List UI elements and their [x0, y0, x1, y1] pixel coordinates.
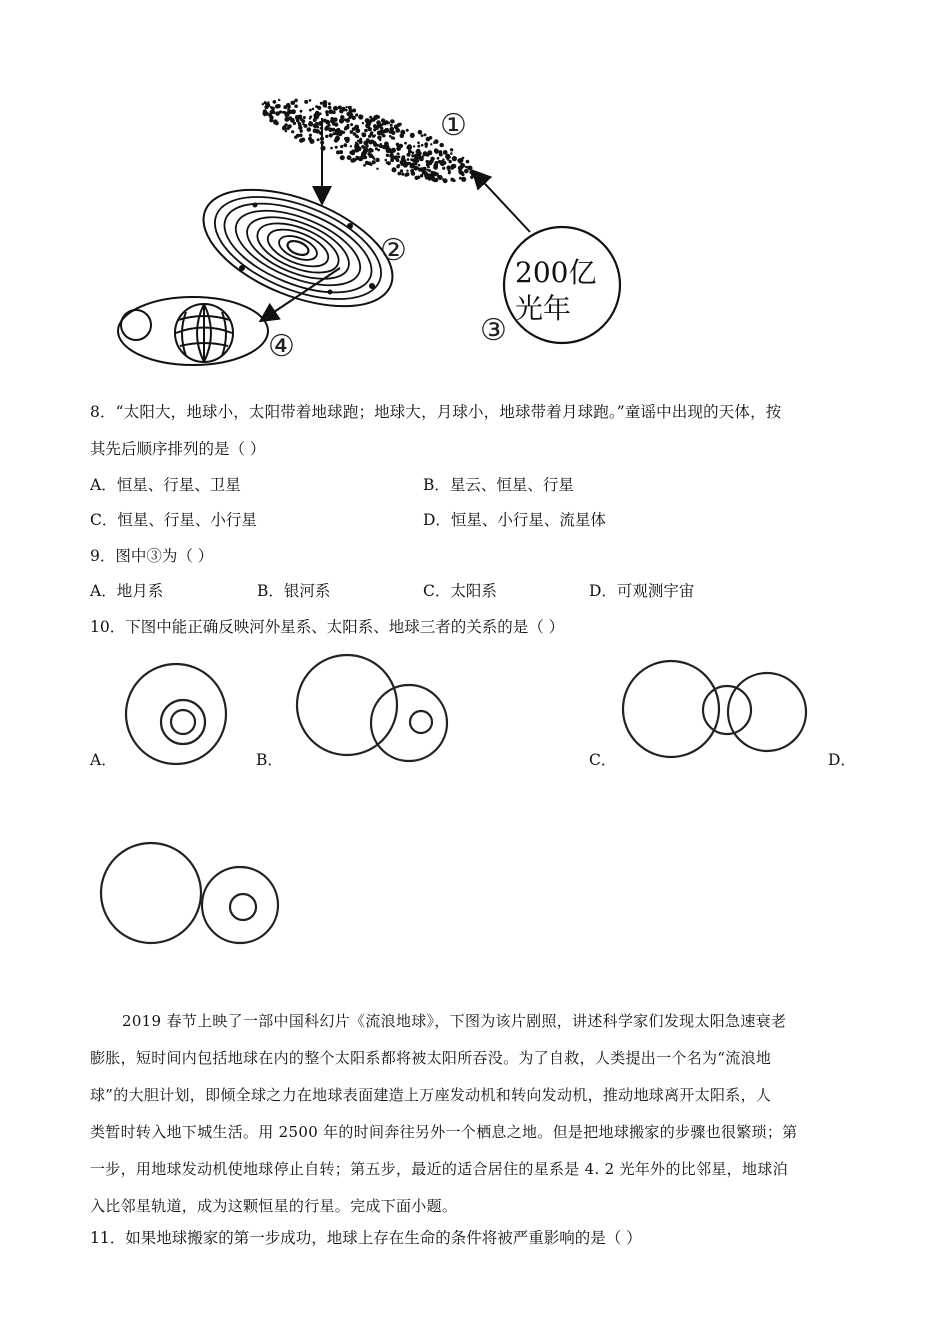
galaxy-dot	[348, 106, 352, 110]
galaxy-dot	[351, 151, 355, 155]
galaxy-dot	[368, 135, 371, 138]
galaxy-dot	[461, 173, 464, 176]
galaxy-dot	[384, 122, 387, 125]
galaxy-dot	[417, 141, 420, 144]
galaxy-dot	[338, 106, 342, 110]
galaxy-dot	[299, 134, 303, 138]
galaxy-dot	[309, 117, 311, 119]
galaxy-dot	[372, 118, 376, 122]
galaxy-dot	[335, 136, 340, 141]
galaxy-dot	[313, 128, 318, 133]
galaxy-dot	[426, 137, 431, 142]
galaxy-dot	[309, 109, 312, 112]
galaxy-dot	[451, 167, 454, 170]
galaxy-dot	[449, 160, 452, 163]
galaxy-dot	[462, 157, 465, 160]
galaxy-dot	[390, 155, 395, 160]
galaxy-dot	[428, 161, 432, 165]
galaxy-dot	[325, 110, 328, 113]
galaxy-dot	[450, 152, 453, 155]
galaxy-dot	[372, 135, 375, 138]
label-4: ④	[268, 329, 295, 364]
galaxy-dot	[364, 129, 368, 133]
galaxy-dot	[302, 123, 304, 125]
galaxy-dot	[320, 102, 323, 105]
galaxy-dot	[384, 128, 389, 133]
distance-label-line1: 200亿	[515, 256, 597, 289]
universe-to-galaxy-arrow	[474, 172, 530, 232]
galaxy-dot	[330, 119, 334, 123]
galaxy-dot	[410, 133, 415, 138]
galaxy-dot	[267, 101, 269, 103]
galaxy-dot	[433, 141, 436, 144]
galaxy-dot	[440, 143, 444, 147]
galaxy-dot	[387, 122, 390, 125]
galaxy-dot	[416, 154, 420, 158]
passage-line-5: 一步，用地球发动机使地球停止自转；第五步，最近的适合居住的星系是 4. 2 光年外的比邻星，地球泊	[90, 1160, 788, 1178]
galaxy-dot	[382, 134, 385, 137]
galaxy-dot	[307, 127, 312, 132]
galaxy-dot	[386, 154, 389, 157]
galaxy-dot	[375, 147, 378, 150]
galaxy-dot	[340, 145, 343, 148]
galaxy-dot	[287, 108, 290, 111]
galaxy-dot	[406, 129, 409, 132]
galaxy-dot	[352, 116, 356, 120]
galaxy-dot	[347, 155, 352, 160]
galaxy-dot	[399, 144, 403, 148]
galaxy-dot	[380, 143, 382, 145]
galaxy-dot	[390, 124, 393, 127]
galaxy-dot	[375, 158, 379, 162]
galaxy-dot	[421, 134, 424, 137]
galaxy-dot	[346, 112, 350, 116]
galaxy-dot	[309, 121, 312, 124]
galaxy-dot	[369, 116, 372, 119]
q9-option-d: D．可观测宇宙	[589, 582, 695, 600]
galaxy-dot	[365, 118, 370, 123]
q8-option-b: B．星云、恒星、行星	[423, 476, 574, 494]
galaxy-dot	[448, 170, 451, 173]
galaxy-dot	[404, 142, 407, 145]
q10-option-a: A．	[90, 751, 117, 769]
galaxy-dot	[361, 145, 365, 149]
galaxy-dot	[407, 158, 410, 161]
q9-option-c: C．太阳系	[423, 582, 497, 600]
galaxy-dot	[452, 156, 457, 161]
galaxy-dot	[350, 123, 353, 126]
galaxy-dot	[377, 136, 381, 140]
galaxy-dot	[433, 165, 438, 170]
galaxy-dot	[272, 111, 275, 114]
galaxy-dot	[416, 149, 421, 154]
galaxy-dot	[304, 100, 308, 104]
diagram-c	[623, 661, 806, 757]
galaxy-dot	[377, 144, 380, 147]
galaxy-dot	[418, 164, 421, 167]
galaxy-dot	[315, 112, 320, 117]
q8-option-d: D．恒星、小行星、流星体	[423, 511, 606, 529]
galaxy-dot	[269, 118, 273, 122]
q10-option-c: C．	[589, 751, 617, 769]
q10-option-b: B．	[256, 751, 283, 769]
galaxy-dot	[434, 149, 439, 154]
galaxy-dot	[407, 153, 411, 157]
galaxy-dot	[375, 115, 379, 119]
galaxy-dot	[309, 134, 312, 137]
galaxy-dot	[309, 139, 314, 144]
galaxy-dot	[294, 99, 298, 103]
label-1: ①	[440, 108, 467, 143]
galaxy-dot	[365, 161, 369, 165]
galaxy-dot	[355, 128, 360, 133]
galaxy-dot	[279, 110, 282, 113]
q10-option-d: D．	[828, 751, 856, 769]
galaxy-dot	[427, 150, 432, 155]
galaxy-dot	[366, 139, 369, 142]
q9-option-a: A．地月系	[90, 582, 164, 600]
galaxy-dot	[285, 114, 288, 117]
galaxy-dot	[348, 116, 351, 119]
passage-line-2: 膨胀，短时间内包括地球在内的整个太阳系都将被太阳所吞没。为了自救，人类提出一个名为“流浪地	[90, 1049, 772, 1067]
galaxy-dot	[380, 127, 383, 130]
galaxy-dot	[273, 100, 277, 104]
galaxy-dot	[273, 120, 275, 122]
galaxy-dot	[333, 132, 336, 135]
galaxy-dot	[413, 145, 415, 147]
galaxy-dot	[359, 138, 362, 141]
galaxy-dot	[313, 118, 317, 122]
galaxy-dot	[446, 165, 451, 170]
galaxy-dot	[270, 106, 273, 109]
galaxy-dot	[303, 116, 306, 119]
galaxy-dot	[325, 135, 328, 138]
galaxy-dot	[344, 137, 348, 141]
galaxy-dot	[375, 127, 378, 130]
galaxy-dot	[294, 136, 297, 139]
galaxy-dot	[412, 158, 416, 162]
galaxy-dot	[328, 106, 332, 110]
galaxy-dot	[335, 146, 338, 149]
galaxy-dot	[300, 110, 303, 113]
solar-system-orbits	[187, 166, 408, 330]
galaxy-dot	[459, 177, 462, 180]
galaxy-dot	[262, 103, 264, 105]
q8-option-c: C．恒星、行星、小行星	[90, 511, 257, 529]
galaxy-dot	[418, 130, 423, 135]
galaxy-dot	[291, 101, 294, 104]
galaxy-dot	[368, 148, 373, 153]
galaxy-dot	[386, 161, 389, 164]
galaxy-dot	[370, 131, 373, 134]
galaxy-dot	[437, 157, 440, 160]
galaxy-dot	[264, 101, 267, 104]
galaxy-dot	[263, 110, 266, 113]
galaxy-dot	[385, 159, 388, 162]
galaxy-dot	[397, 152, 400, 155]
galaxy-dot	[347, 125, 350, 128]
galaxy-dot	[278, 99, 280, 101]
galaxy-dot	[412, 151, 415, 154]
galaxy-dot	[329, 133, 333, 137]
galaxy-dot	[391, 120, 394, 123]
galaxy-dot	[300, 129, 303, 132]
galaxy-dot	[461, 177, 466, 182]
galaxy-dot	[470, 176, 473, 179]
galaxy-dot	[420, 174, 423, 177]
galaxy-dot	[382, 145, 386, 149]
galaxy-dot	[296, 119, 299, 122]
galaxy-dot	[435, 172, 438, 175]
label-2: ②	[380, 233, 407, 268]
distance-label-line2: 光年	[515, 292, 572, 325]
galaxy-dot	[466, 160, 470, 164]
q8-option-a: A．恒星、行星、卫星	[90, 476, 241, 494]
cosmic-hierarchy-figure	[0, 0, 950, 380]
q11-stem: 11．如果地球搬家的第一步成功，地球上存在生命的条件将被严重影响的是（ ）	[90, 1229, 642, 1247]
galaxy-dot	[361, 132, 365, 136]
diagram-b	[297, 655, 447, 761]
galaxy-dot	[395, 128, 400, 133]
galaxy-dot	[417, 145, 420, 148]
diagram-d	[101, 843, 278, 943]
passage-line-3: 球”的大胆计划，即倾全球之力在地球表面建造上万座发动机和转向发动机，推动地球离开太阳系，人	[90, 1086, 772, 1104]
q9-stem: 9．图中③为（ ）	[90, 547, 214, 565]
galaxy-dot	[442, 167, 445, 170]
q9-option-b: B．银河系	[257, 582, 331, 600]
galaxy-dot	[406, 170, 408, 172]
galaxy-dot	[435, 161, 438, 164]
galaxy-dot	[457, 158, 462, 163]
galaxy-dot	[368, 127, 372, 131]
galaxy-dot	[389, 127, 394, 132]
earth-moon-system	[118, 297, 268, 365]
galaxy-dot	[328, 102, 331, 105]
galaxy-dot	[363, 164, 366, 167]
galaxy-dot	[450, 148, 453, 151]
galaxy-dot	[283, 105, 287, 109]
passage-line-6: 入比邻星轨道，成为这颗恒星的行星。完成下面小题。	[90, 1197, 458, 1215]
galaxy-dot	[340, 155, 345, 160]
galaxy-dot	[376, 168, 378, 170]
galaxy-dot	[430, 157, 434, 161]
galaxy-dot	[397, 164, 400, 167]
diagram-a	[126, 664, 226, 764]
galaxy-dot	[418, 168, 422, 172]
galaxy-dot	[353, 132, 357, 136]
galaxy-dot	[407, 146, 411, 150]
q8-stem-line2: 其先后顺序排列的是（ ）	[90, 440, 266, 458]
galaxy-dot	[389, 135, 392, 138]
galaxy-dot	[294, 104, 298, 108]
galaxy-dot	[404, 173, 407, 176]
galaxy-dot	[328, 109, 333, 114]
galaxy-dot	[426, 169, 428, 171]
galaxy-dot	[392, 167, 395, 170]
q8-stem-line1: 8．“太阳大，地球小，太阳带着地球跑；地球大，月球小，地球带着月球跑。”童谣中出现的天体，按	[90, 403, 782, 421]
galaxy-dot	[312, 108, 315, 111]
galaxy-dot	[357, 140, 360, 143]
q10-stem: 10．下图中能正确反映河外星系、太阳系、地球三者的关系的是（ ）	[90, 618, 565, 636]
galaxy-dot	[464, 169, 469, 174]
galaxy-dot	[453, 179, 456, 182]
galaxy-dot	[346, 106, 348, 108]
galaxy-dot	[323, 103, 328, 108]
galaxy-dot	[446, 154, 451, 159]
galaxy-dot	[389, 149, 394, 154]
passage-line-1: 2019 春节上映了一部中国科幻片《流浪地球》，下图为该片剧照，讲述科学家们发现太阳急速衰老	[122, 1012, 787, 1030]
galaxy-dot	[300, 118, 303, 121]
galaxy-dot	[400, 130, 405, 135]
galaxy-dot	[358, 114, 363, 119]
galaxy-dot	[325, 125, 329, 129]
galaxy-dot	[330, 147, 333, 150]
galaxy-dot	[263, 114, 266, 117]
galaxy-dot	[458, 166, 463, 171]
galaxy-dot	[275, 104, 279, 108]
galaxy-dot	[401, 157, 406, 162]
galaxy-dot	[317, 106, 321, 110]
galaxy-dot	[399, 123, 402, 126]
galaxy-dot	[285, 130, 288, 133]
galaxy-dot	[339, 118, 344, 123]
galaxy-dot	[411, 171, 414, 174]
galaxy-dot	[465, 166, 467, 168]
galaxy-dot	[356, 136, 359, 139]
galaxy-dot	[355, 113, 358, 116]
galaxy-dot	[378, 123, 382, 127]
galaxy-dot	[352, 109, 356, 113]
galaxy-dot	[287, 127, 290, 130]
galaxy-dot	[424, 142, 428, 146]
galaxy-dot	[417, 176, 421, 180]
galaxy-dot	[293, 122, 296, 125]
galaxy-dot	[309, 99, 312, 102]
galaxy-dot	[438, 175, 443, 180]
galaxy-dot	[439, 153, 443, 157]
galaxy-dot	[443, 178, 448, 183]
galaxy-dot	[423, 151, 428, 156]
galaxy-dot	[439, 160, 441, 162]
galaxy-dot	[392, 137, 395, 140]
galaxy-dot	[343, 143, 347, 147]
q10-circle-diagrams	[0, 640, 950, 940]
galaxy-dot	[372, 160, 376, 164]
galaxy-dot	[411, 163, 415, 167]
label-3: ③	[480, 313, 507, 348]
galaxy-dot	[419, 157, 424, 162]
passage-line-4: 类暂时转入地下城生活。用 2500 年的时间奔往另外一个栖息之地。但是把地球搬家的步骤也很繁琐；第	[90, 1123, 798, 1141]
galaxy-dot	[398, 172, 402, 176]
galaxy-dot	[298, 123, 302, 127]
galaxy-dot	[433, 178, 437, 182]
galaxy-dot	[335, 129, 340, 134]
galaxy-dot	[372, 156, 375, 159]
galaxy-dot	[355, 143, 360, 148]
galaxy-dot	[377, 130, 382, 135]
galaxy-dot	[430, 143, 432, 145]
galaxy-dot	[442, 161, 447, 166]
galaxy-dot	[424, 133, 427, 136]
galaxy-dot	[469, 170, 473, 174]
galaxy-dot	[350, 158, 354, 162]
galaxy-dot	[339, 150, 343, 154]
galaxy-dot	[291, 130, 294, 133]
galaxy-dot	[421, 144, 424, 147]
galaxy-dot	[427, 166, 430, 169]
galaxy-dot	[316, 126, 319, 129]
galaxy-dot	[350, 145, 352, 147]
galaxy-dot	[284, 123, 288, 127]
galaxy-dot	[301, 138, 305, 142]
galaxy-dot	[356, 156, 359, 159]
galaxy-dot	[284, 117, 289, 122]
galaxy-dot	[401, 173, 404, 176]
galaxy-dot	[373, 141, 377, 145]
galaxy-dot	[363, 155, 366, 158]
galaxy-dot	[362, 122, 364, 124]
galaxy-dot	[333, 106, 338, 111]
galaxy-dot	[317, 138, 320, 141]
